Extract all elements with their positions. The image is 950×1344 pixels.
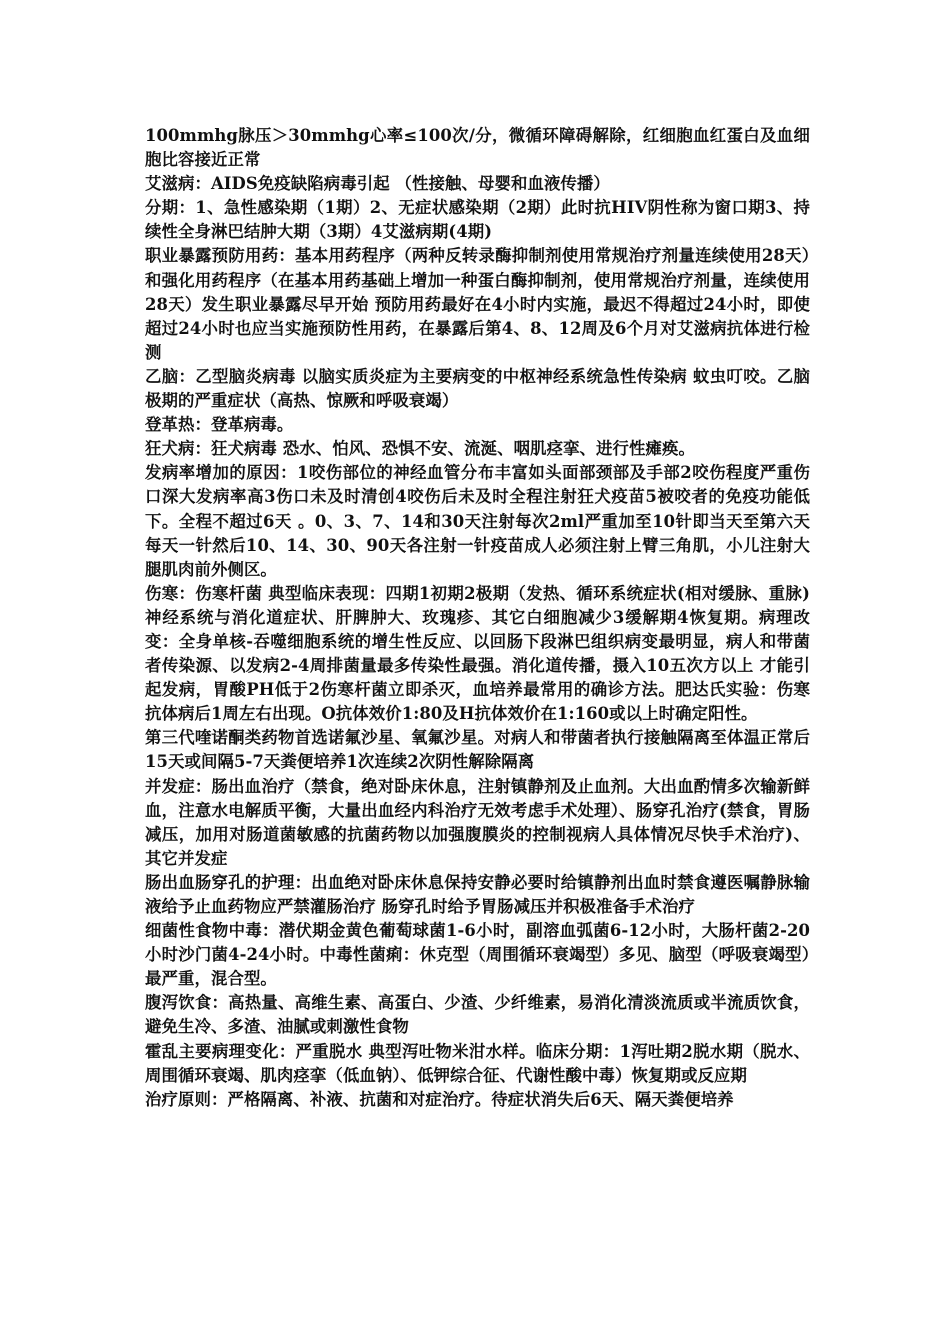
paragraph-typhoid: 伤寒：伤寒杆菌 典型临床表现：四期1初期2极期（发热、循环系统症状(相对缓脉、重脉)神经系统与消化道症状、肝脾肿大、玫瑰疹、其它白细胞减少3缓解期4恢复期。病理改变：全身单核-吞噬细胞系统的增生性反应、以回肠下段淋巴组织病变最明显，病人和带菌者传染源、以发病2-4周排菌量最多传染性最强。消化道传播，摄入10五次方以上 才能引起发病，胃酸PH低于2伤寒杆菌立即杀灭，血培养最常用的确诊方法。肥达氏实验：伤寒抗体病后1周左右出现。O抗体效价1:80及H抗体效价在1:160或以上时确定阳性。 <box>145 583 810 724</box>
paragraph-occupational-exposure: 职业暴露预防用药：基本用药程序（两种反转录酶抑制剂使用常规治疗剂量连续使用28天）和强化用药程序（在基本用药基础上增加一种蛋白酶抑制剂，使用常规治疗剂量，连续使用28天）发生职业暴露尽早开始 预防用药最好在4小时内实施，最迟不得超过24小时，即使超过24小时也应当实施预防性用药，在暴露后第4、8、12周及6个月对艾滋病抗体进行检测 <box>145 246 810 362</box>
paragraph-quinolones: 第三代喹诺酮类药物首选诺氟沙星、氧氟沙星。对病人和带菌者执行接触隔离至体温正常后15天或间隔5-7天粪便培养1次连续2次阴性解除隔离 <box>145 728 810 772</box>
document-page <box>145 124 810 1112</box>
paragraph-rabies-causes: 发病率增加的原因：1咬伤部位的神经血管分布丰富如头面部颈部及手部2咬伤程度严重伤口深大发病率高3伤口未及时清创4咬伤后未及时全程注射狂犬疫苗5被咬者的免疫功能低下。全程不超过6天 。0、3、7、14和30天注射每次2ml严重加至10针即当天至第六天每天一针然后10、14、30、90天各注射一针疫苗成人必须注射上臂三角肌，小儿注射大腿肌肉前外侧区。 <box>145 463 810 579</box>
paragraph-bleeding-care: 肠出血肠穿孔的护理：出血绝对卧床休息保持安静必要时给镇静剂出血时禁食遵医嘱静脉输液给予止血药物应严禁灌肠治疗 肠穿孔时给予胃肠减压并积极准备手术治疗 <box>145 872 810 916</box>
paragraph-aids-stages: 分期：1、急性感染期（1期）2、无症状感染期（2期）此时抗HIV阴性称为窗口期3、持续性全身淋巴结肿大期（3期）4艾滋病期(4期) <box>145 198 810 242</box>
paragraph-rabies: 狂犬病：狂犬病毒 恐水、怕风、恐惧不安、流涎、咽肌痉挛、进行性瘫痪。 <box>145 439 695 459</box>
paragraph-food-poisoning: 细菌性食物中毒：潜伏期金黄色葡萄球菌1-6小时，副溶血弧菌6-12小时，大肠杆菌2-20小时沙门菌4-24小时。中毒性菌痢：休克型（周围循环衰竭型）多见、脑型（呼吸衰竭型）最严重，混合型。 <box>145 921 810 989</box>
paragraph-japanese-encephalitis: 乙脑：乙型脑炎病毒 以脑实质炎症为主要病变的中枢神经系统急性传染病 蚊虫叮咬。乙脑极期的严重症状（高热、惊厥和呼吸衰竭） <box>145 366 810 411</box>
paragraph-cholera: 霍乱主要病理变化：严重脱水 典型泻吐物米泔水样。临床分期：1泻吐期2脱水期（脱水、周围循环衰竭、肌肉痉挛（低血钠）、低钾综合征、代谢性酸中毒）恢复期或反应期 <box>145 1041 810 1085</box>
paragraph-dengue: 登革热：登革病毒。 <box>145 415 294 435</box>
paragraph-shock-recovery: 100mmhg脉压＞30mmhg心率≤100次/分，微循环障碍解除，红细胞血红蛋白及血细胞比容接近正常 <box>145 126 810 170</box>
paragraph-aids: 艾滋病：AIDS免疫缺陷病毒引起 （性接触、母婴和血液传播） <box>145 174 610 194</box>
paragraph-treatment-principle: 治疗原则：严格隔离、补液、抗菌和对症治疗。待症状消失后6天、隔天粪便培养 <box>145 1089 734 1109</box>
paragraph-diarrhea-diet: 腹泻饮食：高热量、高维生素、高蛋白、少渣、少纤维素，易消化清淡流质或半流质饮食，避免生冷、多渣、油腻或刺激性食物 <box>145 993 810 1037</box>
paragraph-complications: 并发症：肠出血治疗（禁食，绝对卧床休息，注射镇静剂及止血剂。大出血酌情多次输新鲜血，注意水电解质平衡，大量出血经内科治疗无效考虑手术处理）、肠穿孔治疗(禁食，胃肠减压，加用对肠道菌敏感的抗菌药物以加强腹膜炎的控制视病人具体情况尽快手术治疗)、其它并发症 <box>145 776 810 868</box>
